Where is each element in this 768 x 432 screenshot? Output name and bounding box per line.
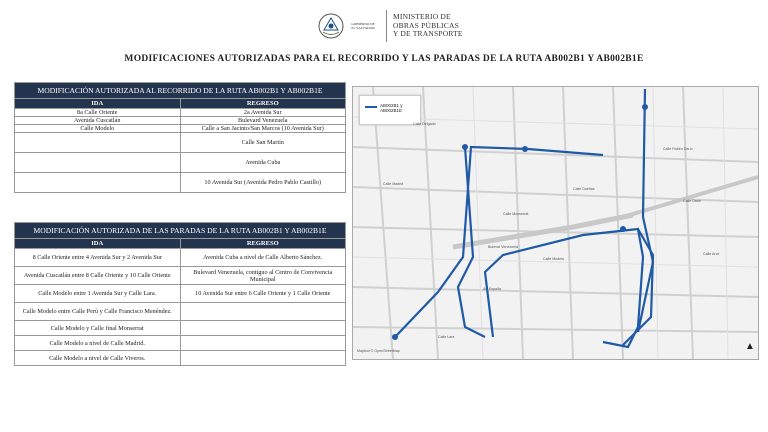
street-label: Calle Madrid xyxy=(383,182,404,186)
column-header-ida: IDA xyxy=(15,239,181,249)
cell-ida: 8a Calle Oriente xyxy=(15,109,181,117)
table-title: MODIFICACIÓN AUTORIZADA AL RECORRIDO DE LA RUTA AB002B1 Y AB002B1E xyxy=(15,83,346,99)
cell-regreso: 2a Avenida Sur xyxy=(180,109,346,117)
table-row xyxy=(15,336,346,351)
cell-regreso: 10 Avenida Sur entre 6 Calle Oriente y 1 Calle Oriente xyxy=(180,285,346,303)
header-divider xyxy=(386,10,387,42)
cell-ida: Calle Modelo entre Calle Perú y Calle Francisco Menéndez. xyxy=(15,303,181,321)
street-label: Calle Lara xyxy=(438,335,455,339)
cell-regreso xyxy=(180,336,346,351)
street-label: Av. España xyxy=(483,287,502,291)
ministry-name xyxy=(393,13,463,39)
street-label: Calle Arce xyxy=(703,252,720,256)
cell-ida: Avenida Cuscatlán entre 8 Calle Oriente y 10 Calle Oriente xyxy=(15,267,181,285)
cell-ida xyxy=(15,133,181,153)
cell-regreso: Bulevard Venezuela xyxy=(180,117,346,125)
cell-ida xyxy=(15,153,181,173)
route-modification-table xyxy=(14,82,346,193)
cell-regreso: Bulevard Venezuela, contiguo al Centro de Convivencia Municipal xyxy=(180,267,346,285)
cell-ida: 8 Calle Oriente entre 4 Avenida Sur y 2 Avenida Sur xyxy=(15,249,181,267)
legend-route-label: AB002B1 y AB002B1E xyxy=(380,103,403,113)
cell-regreso: Calle a San Jacinto/San Marcos (10 Avenida Sur) xyxy=(180,125,346,133)
cell-ida: Calle Modelo entre 1 Avenida Sur y Calle Lara. xyxy=(15,285,181,303)
cell-ida: Calle Modelo xyxy=(15,125,181,133)
street-label: Bulevar Venezuela xyxy=(488,245,518,249)
table-row xyxy=(15,351,346,366)
svg-text:▲: ▲ xyxy=(745,341,755,352)
coat-of-arms-icon xyxy=(316,11,346,41)
ministry-line: Y DE TRANSPORTE xyxy=(393,29,463,39)
route-map[interactable] xyxy=(352,86,759,360)
street-label: Calle Dueñas xyxy=(573,187,595,191)
cell-regreso xyxy=(180,303,346,321)
table-row xyxy=(15,303,346,321)
column-header-regreso: REGRESO xyxy=(180,239,346,249)
map-streets xyxy=(353,87,758,359)
cell-ida xyxy=(15,173,181,193)
cell-ida: Calle Modelo a nivel de Calle Madrid. xyxy=(15,336,181,351)
cell-regreso: Avenida Cuba xyxy=(180,153,346,173)
stops-modification-table xyxy=(14,222,346,366)
table-row xyxy=(15,109,346,117)
table-title: MODIFICACIÓN AUTORIZADA DE LAS PARADAS DE LA RUTA AB002B1 Y AB002B1E xyxy=(15,223,346,239)
map-attribution: Mapbox © OpenStreetMap xyxy=(357,349,400,353)
table-row xyxy=(15,133,346,153)
cell-ida: Calle Modelo a nivel de Calle Viveros. xyxy=(15,351,181,366)
table-row xyxy=(15,173,346,193)
column-header-regreso: REGRESO xyxy=(180,99,346,109)
ministry-line: OBRAS PÚBLICAS xyxy=(393,20,459,30)
ministry-line: MINISTERIO DE xyxy=(393,12,451,22)
cell-ida: Calle Modelo y Calle final Monserrat xyxy=(15,321,181,336)
table-row xyxy=(15,267,346,285)
column-header-ida: IDA xyxy=(15,99,181,109)
table-row xyxy=(15,153,346,173)
seal-caption: GOBIERNO DE EL SALVADOR xyxy=(351,22,375,30)
cell-ida: Avenida Cuscatlán xyxy=(15,117,181,125)
page-title: MODIFICACIONES AUTORIZADAS PARA EL RECORRIDO Y LAS PARADAS DE LA RUTA AB002B1 Y AB002B1E xyxy=(124,54,644,64)
cell-regreso: Avenida Cuba a nivel de Calle Alberto Sánchez. xyxy=(180,249,346,267)
street-label: Calle Modelo xyxy=(543,257,564,261)
map-legend xyxy=(359,95,421,125)
ministry-header xyxy=(316,6,463,46)
table-row xyxy=(15,125,346,133)
legend-route-swatch xyxy=(365,106,377,108)
street-label: Calle Delgado xyxy=(413,122,436,126)
table-row xyxy=(15,285,346,303)
cell-regreso: Calle San Martín xyxy=(180,133,346,153)
street-label: Calle Rubén Darío xyxy=(663,147,693,151)
street-label: Calle Monserrat xyxy=(503,212,529,216)
cell-regreso xyxy=(180,351,346,366)
table-row xyxy=(15,321,346,336)
street-label: Calle Darío xyxy=(683,199,701,203)
table-row xyxy=(15,249,346,267)
cell-regreso: 10 Avenida Sur (Avenida Pedro Pablo Castillo) xyxy=(180,173,346,193)
table-row xyxy=(15,117,346,125)
cell-regreso xyxy=(180,321,346,336)
